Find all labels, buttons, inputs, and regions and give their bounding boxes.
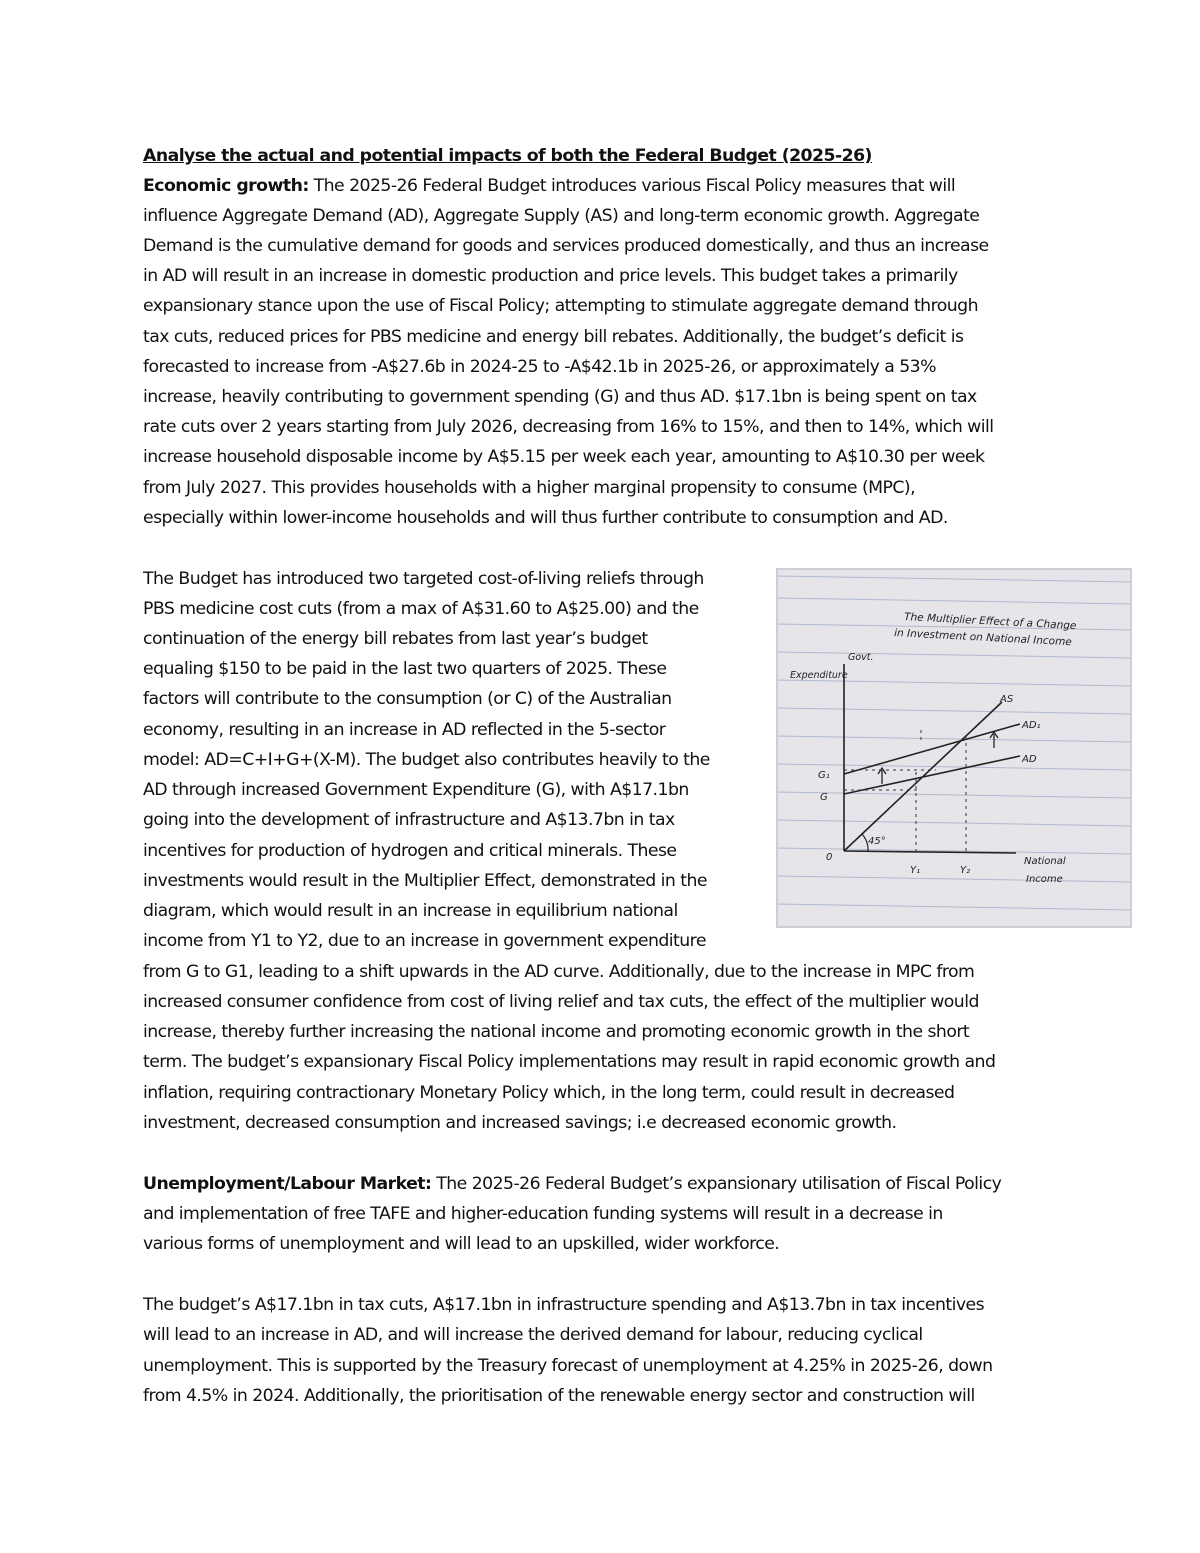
para2-line-13: from G to G1, leading to a shift upwards in the AD curve. Additionally, due to the increase in MPC from — [143, 962, 975, 982]
para1-line-5: tax cuts, reduced prices for PBS medicine and energy bill rebates. Additionally, the budget’s deficit is — [143, 327, 964, 347]
para1-line-9: increase household disposable income by A$5.15 per week each year, amounting to A$10.30 per week — [143, 447, 985, 467]
x-axis-label-2: Income — [1026, 874, 1063, 885]
economic-growth-heading: Economic growth: — [143, 176, 309, 196]
para2-line-14: increased consumer confidence from cost of living relief and tax cuts, the effect of the multiplier would — [143, 992, 979, 1012]
multiplier-diagram — [776, 568, 1132, 928]
para3-line-2: various forms of unemployment and will lead to an upskilled, wider workforce. — [143, 1234, 780, 1254]
para2-line-12: income from Y1 to Y2, due to an increase in government expenditure — [143, 931, 706, 951]
para1-line-8: rate cuts over 2 years starting from July 2026, decreasing from 16% to 15%, and then to 14%, which will — [143, 417, 994, 437]
origin-label: 0 — [826, 852, 833, 863]
g1-label: G₁ — [818, 770, 830, 781]
para2-line-6: model: AD=C+I+G+(X-M). The budget also contributes heavily to the — [143, 750, 710, 770]
para2-line-15: increase, thereby further increasing the national income and promoting economic growth in the short — [143, 1022, 970, 1042]
para1-line-2: Demand is the cumulative demand for goods and services produced domestically, and thus an increase — [143, 236, 989, 256]
para1-line-4: expansionary stance upon the use of Fiscal Policy; attempting to stimulate aggregate demand through — [143, 296, 978, 316]
multiplier-diagram-photo — [776, 568, 1132, 928]
diagram-title-2: in Investment on National Income — [893, 627, 1073, 649]
para2-line-17: inflation, requiring contractionary Monetary Policy which, in the long term, could result in decreased — [143, 1083, 955, 1103]
para2-line-18: investment, decreased consumption and increased savings; i.e decreased economic growth. — [143, 1113, 897, 1133]
para1-line-6: forecasted to increase from -A$27.6b in 2024-25 to -A$42.1b in 2025-26, or approximately a 53% — [143, 357, 936, 377]
para4-line-1: will lead to an increase in AD, and will increase the derived demand for labour, reducing cyclical — [143, 1325, 923, 1345]
para2-line-0: The Budget has introduced two targeted cost-of-living reliefs through — [143, 569, 704, 589]
para3-line-0: Unemployment/Labour Market: The 2025-26 Federal Budget’s expansionary utilisation of Fiscal Policy — [143, 1174, 1002, 1194]
x-axis-label-1: National — [1024, 856, 1066, 867]
para2-line-5: economy, resulting in an increase in AD reflected in the 5-sector — [143, 720, 666, 740]
para1-line-3: in AD will result in an increase in domestic production and price levels. This budget takes a primarily — [143, 266, 958, 286]
para2-line-10: investments would result in the Multiplier Effect, demonstrated in the — [143, 871, 707, 891]
para1-line-1: influence Aggregate Demand (AD), Aggregate Supply (AS) and long-term economic growth. Aggregate — [143, 206, 980, 226]
para1-line-7: increase, heavily contributing to government spending (G) and thus AD. $17.1bn is being spent on tax — [143, 387, 977, 407]
para2-line-8: going into the development of infrastructure and A$13.7bn in tax — [143, 810, 675, 830]
para2-line-11: diagram, which would result in an increase in equilibrium national — [143, 901, 678, 921]
para2-line-2: continuation of the energy bill rebates from last year’s budget — [143, 629, 648, 649]
para2-line-9: incentives for production of hydrogen and critical minerals. These — [143, 841, 677, 861]
para4-line-3: from 4.5% in 2024. Additionally, the prioritisation of the renewable energy sector and construction will — [143, 1386, 975, 1406]
para2-line-1: PBS medicine cost cuts (from a max of A$31.60 to A$25.00) and the — [143, 599, 699, 619]
angle-label: 45° — [868, 836, 886, 847]
para1-line-0: Economic growth: The 2025-26 Federal Budget introduces various Fiscal Policy measures that will — [143, 176, 956, 196]
y2-label: Y₂ — [960, 865, 971, 876]
para1-line-10: from July 2027. This provides households with a higher marginal propensity to consume (MPC), — [143, 478, 916, 498]
as-label: AS — [1000, 694, 1014, 705]
para2-line-16: term. The budget’s expansionary Fiscal Policy implementations may result in rapid economic growth and — [143, 1052, 996, 1072]
y1-label: Y₁ — [910, 865, 921, 876]
para1-line-11: especially within lower-income households and will thus further contribute to consumption and AD. — [143, 508, 948, 528]
diagram-title-1: The Multiplier Effect of a Change — [903, 611, 1077, 633]
para2-line-3: equaling $150 to be paid in the last two quarters of 2025. These — [143, 659, 667, 679]
y-axis-label-1: Govt. — [848, 652, 874, 663]
document-title: Analyse the actual and potential impacts of both the Federal Budget (2025-26) — [143, 146, 872, 166]
ad-line — [844, 756, 1020, 794]
para3-line-1: and implementation of free TAFE and higher-education funding systems will result in a decrease in — [143, 1204, 943, 1224]
para2-line-7: AD through increased Government Expenditure (G), with A$17.1bn — [143, 780, 689, 800]
unemployment-heading: Unemployment/Labour Market: — [143, 1174, 432, 1194]
para4-line-2: unemployment. This is supported by the Treasury forecast of unemployment at 4.25% in 2025-26, down — [143, 1356, 993, 1376]
para2-line-4: factors will contribute to the consumption (or C) of the Australian — [143, 689, 672, 709]
g-label: G — [820, 792, 828, 803]
ad-label: AD — [1022, 754, 1037, 765]
ad1-label: AD₁ — [1022, 720, 1041, 731]
para4-line-0: The budget’s A$17.1bn in tax cuts, A$17.1bn in infrastructure spending and A$13.7bn in tax incentives — [143, 1295, 985, 1315]
y-axis-label-2: Expenditure — [790, 670, 848, 681]
